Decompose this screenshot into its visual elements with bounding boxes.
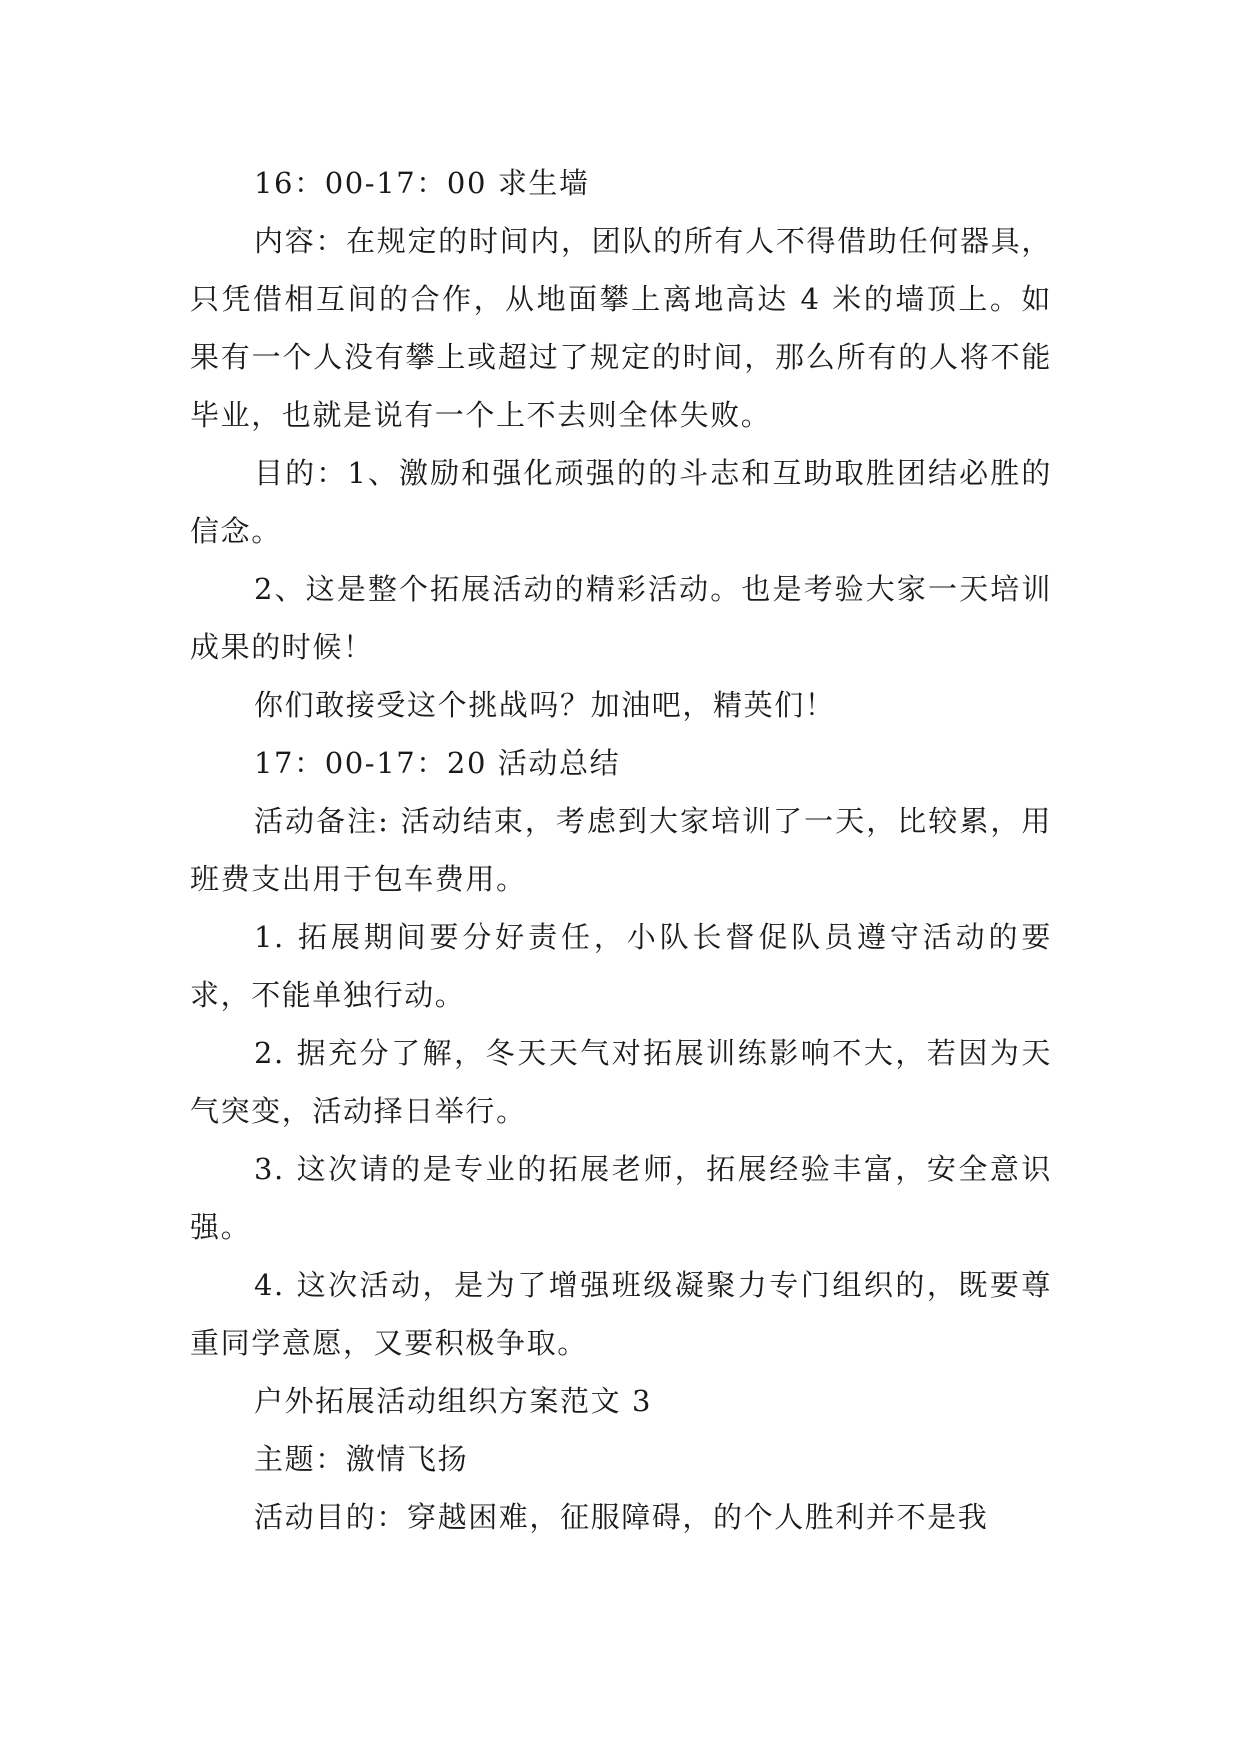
note-item-3: 3. 这次请的是专业的拓展老师，拓展经验丰富，安全意识强。 [190, 1152, 1052, 1244]
paragraph-notes: 活动备注: 活动结束，考虑到大家培训了一天，比较累，用班费支出用于包车费用。 [190, 804, 1052, 896]
paragraph-activity-goal: 活动目的：穿越困难，征服障碍，的个人胜利并不是我 [254, 1500, 989, 1534]
paragraph-purpose-1: 目的：1、激励和强化顽强的的斗志和互助取胜团结必胜的信念。 [190, 456, 1052, 548]
paragraph-challenge: 你们敢接受这个挑战吗？加油吧，精英们！ [254, 688, 836, 722]
note-item-4: 4. 这次活动，是为了增强班级凝聚力专门组织的，既要尊重同学意愿，又要积极争取。 [190, 1268, 1052, 1360]
note-item-1: 1. 拓展期间要分好责任，小队长督促队员遵守活动的要求，不能单独行动。 [190, 920, 1052, 1012]
paragraph-content: 内容：在规定的时间内，团队的所有人不得借助任何器具，只凭借相互间的合作，从地面攀上离地高达 4 米的墙顶上。如果有一个人没有攀上或超过了规定的时间，那么所有的人将不能毕业，也就是说有一个上不去则全体失败。 [190, 224, 1052, 432]
paragraph-theme: 主题：激情飞扬 [254, 1442, 469, 1476]
section-title: 户外拓展活动组织方案范文 3 [254, 1384, 653, 1418]
schedule-heading-summary: 17：00-17：20 活动总结 [254, 746, 621, 780]
schedule-heading-survival-wall: 16：00-17：00 求生墙 [254, 166, 590, 200]
paragraph-purpose-2: 2、这是整个拓展活动的精彩活动。也是考验大家一天培训成果的时候！ [190, 572, 1052, 664]
document-body [190, 154, 1052, 1546]
note-item-2: 2. 据充分了解，冬天天气对拓展训练影响不大，若因为天气突变，活动择日举行。 [190, 1036, 1052, 1128]
